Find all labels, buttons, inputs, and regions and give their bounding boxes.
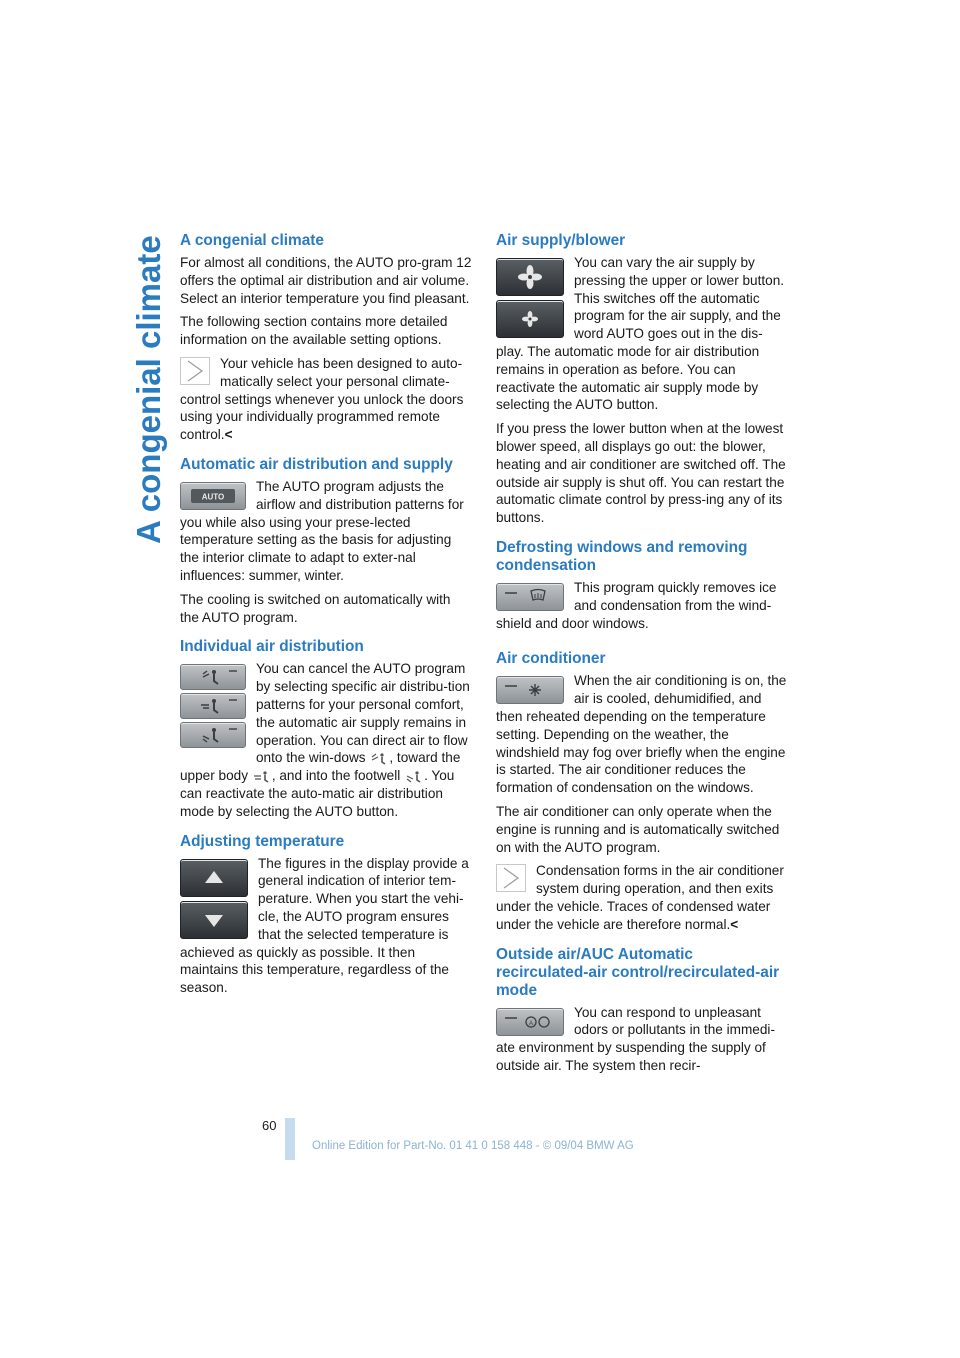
paragraph: The cooling is switched on automatically with the AUTO program. [180, 591, 451, 625]
section-air-conditioner [496, 650, 788, 933]
paragraph: The AUTO program adjusts the airflow and distribution patterns for you while also using your prese-lected temperature setting as the basis for adjusting the interior climate to adapt to exter-nal influences: summer, winter. [180, 478, 464, 583]
heading-defrosting: Defrosting windows and removing condensation [496, 538, 748, 574]
svg-text:A: A [528, 1020, 534, 1027]
windows-airflow-icon [369, 752, 389, 766]
section-individual-distribution [180, 638, 473, 820]
defrost-icon [497, 584, 563, 610]
blower-buttons-image [496, 254, 564, 338]
snowflake-icon [497, 677, 563, 703]
heading-congenial-climate: A congenial climate [180, 232, 324, 249]
arrow-up-icon [181, 860, 247, 896]
auc-button-image [496, 1004, 564, 1036]
footwell-airflow-icon [181, 723, 245, 747]
footer-bar [285, 1118, 295, 1160]
text-run: , and into the footwell [271, 768, 401, 784]
ac-button-image [496, 672, 564, 704]
section-defrosting [496, 539, 788, 638]
paragraph: You can respond to unpleasant odors or pollutants in the immedi-ate environment by suspending the supply of outside air. The system then recir- [496, 1004, 775, 1073]
section-congenial-climate [180, 232, 473, 444]
temperature-buttons-image [180, 855, 248, 939]
paragraph: If you press the lower button when at the lowest blower speed, all displays go out: the blower, heating and air conditioner are switched off. The outside air supply is shut off. You can restart the automatic climate control by press-ing any of its buttons. [496, 421, 786, 526]
auto-button-label: AUTO [201, 492, 225, 502]
paragraph: You can vary the air supply by pressing the upper or lower button. This switches off the automatic program for the air supply, and the word AUTO goes out in the dis-play. The automatic mode for air distribution remains in operation as before. You can reactivate the automatic air supply mode by selecting the AUTO button. [496, 255, 785, 413]
paragraph: The figures in the display provide a general indication of interior tem-perature. When you start the vehi-cle, the AUTO program ensures that the selected temperature is achieved as quickly as possible. It then maintains this temperature, regardless of the season. [180, 855, 469, 996]
paragraph: For almost all conditions, the AUTO pro-gram 12 offers the optimal air distribution and air volume. Select an interior temperature you find pleasant. [180, 255, 472, 306]
windows-airflow-icon [181, 665, 245, 689]
heading-individual-distribution: Individual air distribution [180, 638, 364, 656]
note-paragraph [180, 355, 473, 444]
heading-air-conditioner: Air conditioner [496, 650, 606, 668]
arrow-down-icon [181, 902, 247, 938]
fan-small-icon [497, 301, 563, 337]
section-air-supply-blower [496, 232, 788, 527]
end-mark: < [224, 427, 233, 443]
air-distribution-buttons-image [180, 660, 246, 748]
right-column [496, 232, 788, 1087]
end-mark: < [730, 916, 739, 932]
heading-air-supply-blower: Air supply/blower [496, 232, 626, 249]
heading-outside-air-auc: Outside air/AUC Automatic recirculated-air control/recirculated-air mode [496, 945, 780, 999]
paragraph: This program quickly removes ice and condensation from the wind-shield and door windows. [496, 579, 777, 631]
fan-large-icon [497, 259, 563, 295]
note-text: Condensation forms in the air conditioner system during operation, and then exits under the vehicle. Traces of condensed water under the vehicle are therefore normal. [496, 863, 784, 932]
page-number: 60 [262, 1118, 277, 1133]
heading-adjusting-temperature: Adjusting temperature [180, 832, 345, 850]
paragraph: The following section contains more detailed information on the available setting options. [180, 314, 448, 348]
note-text: Your vehicle has been designed to auto-matically select your personal climate-control settings whenever you unlock the doors using your individually programmed remote control. [180, 355, 464, 443]
paragraph: The air conditioner can only operate when the engine is running and is automatically switched on with the AUTO program. [496, 803, 780, 855]
heading-automatic-distribution: Automatic air distribution and supply [180, 455, 453, 473]
text-run: . You can reactivate the auto-matic air distribution mode by selecting the AUTO button. [180, 768, 455, 819]
defrost-button-image [496, 579, 564, 611]
note-triangle-icon [180, 357, 210, 385]
recirculation-icon [497, 1009, 563, 1035]
upper-body-airflow-icon [181, 694, 245, 718]
auto-button-image [180, 478, 246, 510]
section-adjusting-temperature [180, 833, 473, 997]
text-run: , toward the upper body [180, 750, 461, 784]
side-title-text: A congenial climate [130, 235, 167, 544]
side-title [116, 226, 176, 546]
left-column [180, 232, 473, 1009]
text-run: You can cancel the AUTO program by selecting specific air distribu-tion patterns for your personal comfort, the automatic air supply remains in operation. You can direct air to flow onto the win-dows [256, 661, 470, 766]
paragraph: When the air conditioning is on, the air is cooled, dehumidified, and then reheated depending on the temperature setting. Depending on the weather, the windshield may fog over briefly when the engine is started. The air conditioner reduces the formation of condensation on the windows. [496, 673, 787, 796]
note-triangle-icon [496, 864, 526, 892]
upper-body-airflow-icon [252, 770, 272, 784]
section-automatic-distribution [180, 456, 473, 626]
section-outside-air-auc [496, 946, 788, 1075]
footwell-airflow-icon [404, 770, 424, 784]
note-paragraph [496, 862, 788, 933]
footer-text: Online Edition for Part-No. 01 41 0 158 448 - © 09/04 BMW AG [312, 1140, 634, 1152]
